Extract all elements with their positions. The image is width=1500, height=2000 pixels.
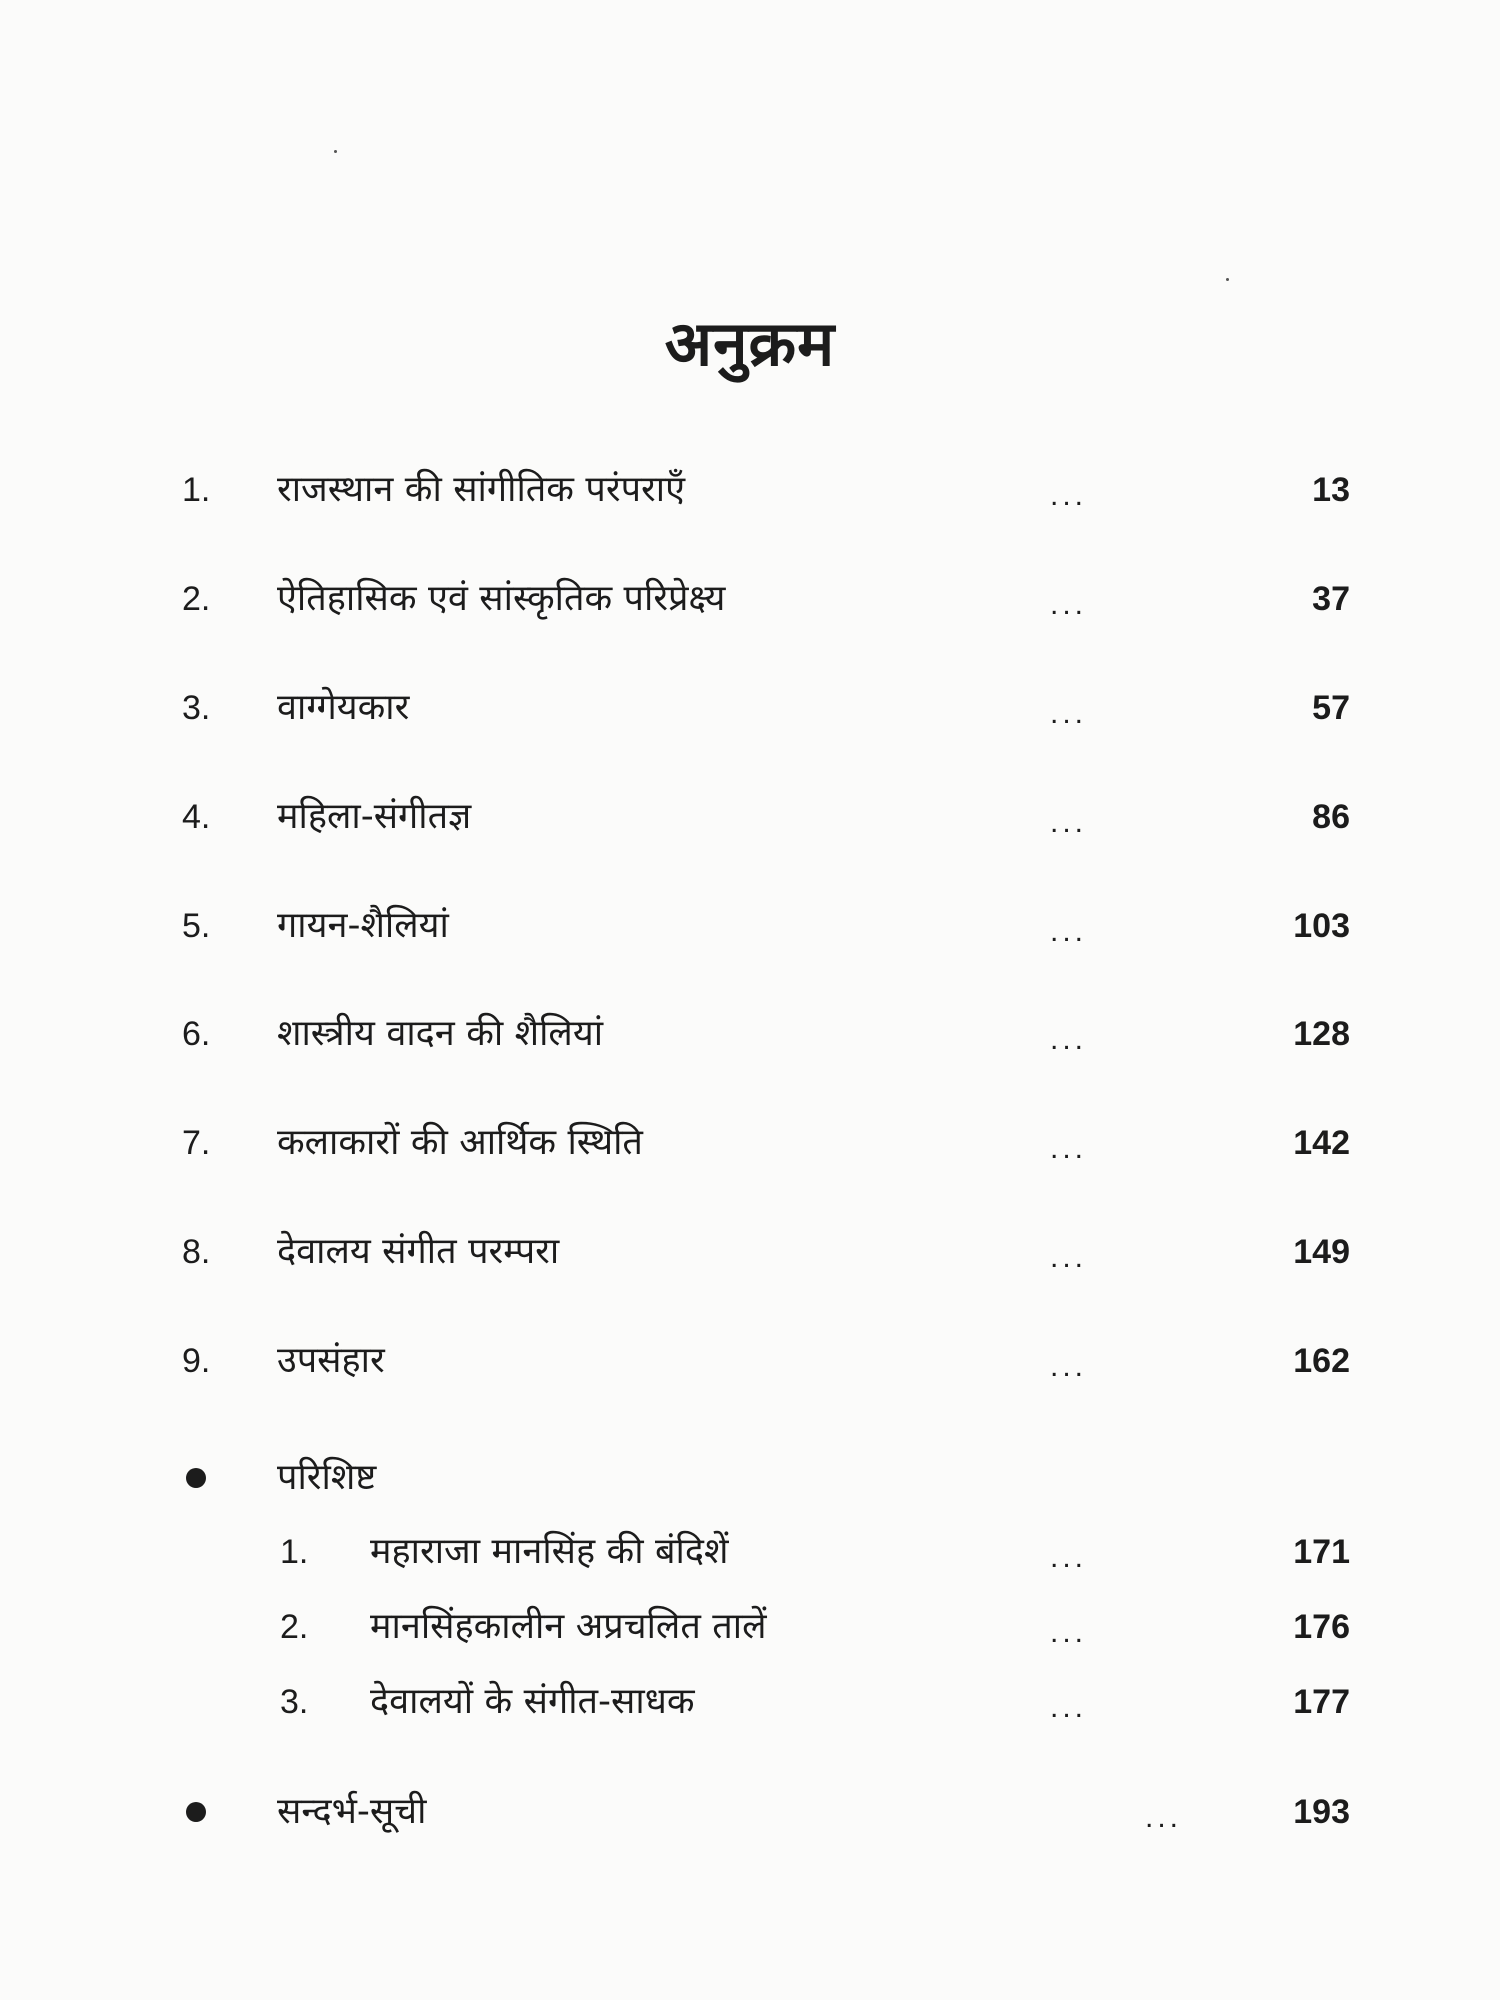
toc-entry[interactable] xyxy=(0,787,1500,847)
entry-number: 3. xyxy=(182,689,211,727)
entry-title: महाराजा मानसिंह की बंदिशें xyxy=(370,1531,729,1572)
entry-page-number: 128 xyxy=(1293,1015,1350,1053)
bibliography-entry[interactable] xyxy=(0,1782,1500,1842)
entry-number: 7. xyxy=(182,1124,211,1162)
entry-page-number: 103 xyxy=(1293,907,1350,945)
entry-title: गायन-शैलियां xyxy=(277,905,449,946)
toc-entry[interactable] xyxy=(0,1222,1500,1282)
entry-title: शास्त्रीय वादन की शैलियां xyxy=(277,1013,604,1054)
leader-dots: ... xyxy=(1050,1541,1088,1574)
entry-page-number: 57 xyxy=(1312,689,1350,727)
leader-dots: ... xyxy=(1145,1801,1183,1834)
entry-title: ऐतिहासिक एवं सांस्कृतिक परिप्रेक्ष्य xyxy=(277,578,726,619)
leader-dots: ... xyxy=(1050,915,1088,948)
entry-page-number: 176 xyxy=(1293,1608,1350,1646)
scan-speck xyxy=(1226,278,1229,281)
entry-title: वाग्गेयकार xyxy=(277,687,410,728)
leader-dots: ... xyxy=(1050,479,1088,512)
entry-number: 8. xyxy=(182,1233,211,1271)
toc-entry[interactable] xyxy=(0,1113,1500,1173)
entry-number: 4. xyxy=(182,798,211,836)
leader-dots: ... xyxy=(1050,1023,1088,1056)
entry-page-number: 149 xyxy=(1293,1233,1350,1271)
entry-title: मानसिंहकालीन अप्रचलित तालें xyxy=(370,1606,767,1647)
leader-dots: ... xyxy=(1050,1691,1088,1724)
toc-entry[interactable] xyxy=(0,1331,1500,1391)
entry-page-number: 86 xyxy=(1312,798,1350,836)
entry-title: देवालय संगीत परम्परा xyxy=(277,1231,560,1272)
entry-number: 2. xyxy=(182,580,211,618)
leader-dots: ... xyxy=(1050,1350,1088,1383)
appendix-title: परिशिष्ट xyxy=(277,1457,377,1498)
leader-dots: ... xyxy=(1050,1132,1088,1165)
toc-entry[interactable] xyxy=(0,896,1500,956)
leader-dots: ... xyxy=(1050,806,1088,839)
entry-number: 1. xyxy=(182,471,211,509)
toc-subentry[interactable] xyxy=(0,1522,1500,1582)
entry-page-number: 171 xyxy=(1293,1533,1350,1571)
toc-entry[interactable] xyxy=(0,1004,1500,1064)
entry-page-number: 142 xyxy=(1293,1124,1350,1162)
entry-title: उपसंहार xyxy=(277,1340,385,1381)
entry-title: कलाकारों की आर्थिक स्थिति xyxy=(277,1122,643,1163)
entry-page-number: 177 xyxy=(1293,1683,1350,1721)
entry-page-number: 193 xyxy=(1293,1793,1350,1831)
entry-page-number: 162 xyxy=(1293,1342,1350,1380)
appendix-heading[interactable] xyxy=(0,1448,1500,1508)
bullet-icon xyxy=(186,1468,206,1488)
leader-dots: ... xyxy=(1050,697,1088,730)
entry-title: देवालयों के संगीत-साधक xyxy=(370,1681,695,1722)
scan-speck xyxy=(334,150,337,153)
bullet-icon xyxy=(186,1802,206,1822)
entry-title: सन्दर्भ-सूची xyxy=(277,1791,427,1832)
leader-dots: ... xyxy=(1050,588,1088,621)
entry-page-number: 37 xyxy=(1312,580,1350,618)
entry-title: राजस्थान की सांगीतिक परंपराएँ xyxy=(277,469,685,510)
toc-subentry[interactable] xyxy=(0,1597,1500,1657)
entry-number: 2. xyxy=(280,1608,309,1646)
entry-number: 9. xyxy=(182,1342,211,1380)
entry-number: 5. xyxy=(182,907,211,945)
toc-subentry[interactable] xyxy=(0,1672,1500,1732)
entry-number: 3. xyxy=(280,1683,309,1721)
leader-dots: ... xyxy=(1050,1616,1088,1649)
toc-entry[interactable] xyxy=(0,569,1500,629)
toc-entry[interactable] xyxy=(0,678,1500,738)
entry-number: 1. xyxy=(280,1533,309,1571)
entry-page-number: 13 xyxy=(1312,471,1350,509)
leader-dots: ... xyxy=(1050,1241,1088,1274)
page-title: अनुक्रम xyxy=(664,307,836,380)
entry-number: 6. xyxy=(182,1015,211,1053)
toc-entry[interactable] xyxy=(0,460,1500,520)
entry-title: महिला-संगीतज्ञ xyxy=(277,796,472,837)
